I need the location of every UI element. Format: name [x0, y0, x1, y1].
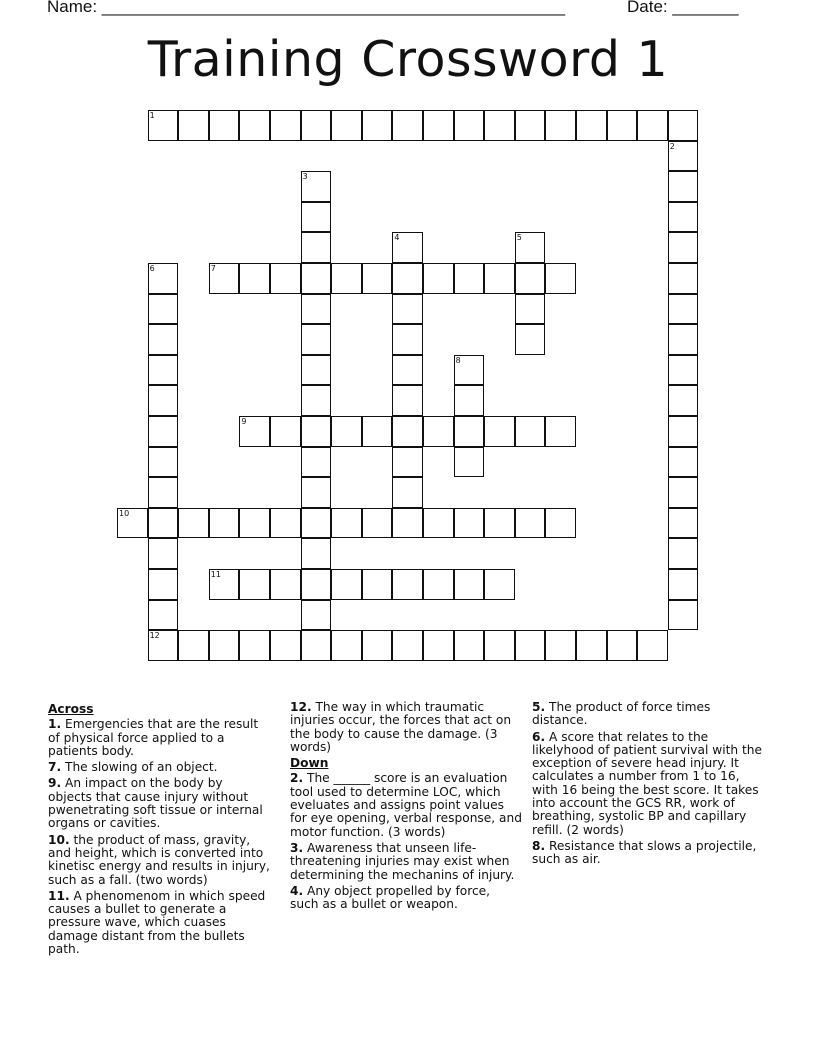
grid-cell[interactable] — [301, 569, 332, 600]
grid-cell[interactable] — [484, 508, 515, 539]
grid-cell[interactable] — [454, 110, 485, 141]
grid-cell[interactable] — [484, 569, 515, 600]
grid-cell[interactable] — [331, 263, 362, 294]
grid-cell[interactable] — [270, 508, 301, 539]
grid-cell[interactable] — [423, 416, 454, 447]
across-heading: Across — [48, 702, 94, 716]
grid-cell[interactable] — [148, 416, 179, 447]
grid-cell[interactable] — [668, 141, 699, 172]
grid-cell[interactable] — [331, 508, 362, 539]
grid-cell[interactable] — [209, 263, 240, 294]
grid-cell[interactable] — [209, 110, 240, 141]
grid-cell[interactable] — [454, 447, 485, 478]
grid-cell[interactable] — [301, 232, 332, 263]
grid-cell[interactable] — [301, 263, 332, 294]
grid-cell[interactable] — [362, 263, 393, 294]
grid-cell[interactable] — [668, 600, 699, 631]
grid-cell[interactable] — [545, 110, 576, 141]
grid-cell[interactable] — [484, 416, 515, 447]
grid-cell[interactable] — [239, 569, 270, 600]
grid-cell[interactable] — [545, 416, 576, 447]
grid-cell[interactable] — [239, 416, 270, 447]
grid-cell[interactable] — [301, 600, 332, 631]
grid-cell[interactable] — [148, 477, 179, 508]
grid-cell[interactable] — [148, 538, 179, 569]
grid-cell[interactable] — [392, 110, 423, 141]
clue-across-1: 1. Emergencies that are the result of physical force applied to a patients body. — [48, 717, 259, 758]
grid-cell[interactable] — [148, 630, 179, 661]
grid-cell[interactable] — [301, 477, 332, 508]
grid-cell[interactable] — [668, 447, 699, 478]
grid-cell[interactable] — [423, 630, 454, 661]
grid-cell[interactable] — [362, 416, 393, 447]
grid-cell[interactable] — [668, 324, 699, 355]
grid-cell[interactable] — [668, 569, 699, 600]
clue-number: 9 — [241, 417, 247, 426]
grid-cell[interactable] — [454, 569, 485, 600]
clue-across-9: 9. An impact on the body by objects that cause injury without pwenetrating soft tissue or internal organs or cavities. — [48, 776, 263, 831]
grid-cell[interactable] — [148, 324, 179, 355]
grid-cell[interactable] — [392, 416, 423, 447]
grid-cell[interactable] — [515, 324, 546, 355]
clue-number: 8 — [455, 355, 461, 365]
clues-column-2 — [290, 701, 522, 914]
grid-cell[interactable] — [178, 110, 209, 141]
grid-cell[interactable] — [392, 355, 423, 386]
grid-cell[interactable] — [392, 447, 423, 478]
grid-cell[interactable] — [668, 508, 699, 539]
clue-across-7: 7. The slowing of an object. — [48, 760, 218, 775]
grid-cell[interactable] — [209, 508, 240, 539]
grid-cell[interactable] — [301, 630, 332, 661]
grid-cell[interactable] — [454, 630, 485, 661]
clue-across-10: 10. the product of mass, gravity, and height, which is converted into kinetisc energy and results in injury, such as a fall. (two words) — [48, 832, 270, 887]
grid-cell[interactable] — [270, 630, 301, 661]
grid-cell[interactable] — [148, 447, 179, 478]
clue-across-11: 11. A phenomenom in which speed causes a bullet to generate a pressure wave, which cuases damage distant from the bullets path. — [48, 888, 266, 957]
grid-cell[interactable] — [392, 294, 423, 325]
grid-cell[interactable] — [148, 263, 179, 294]
clue-number: 10 — [119, 508, 130, 518]
page-title: Training Crossword 1 — [147, 31, 669, 88]
grid-cell[interactable] — [301, 171, 332, 202]
grid-cell[interactable] — [576, 630, 607, 661]
grid-cell[interactable] — [301, 294, 332, 325]
grid-cell[interactable] — [515, 630, 546, 661]
grid-cell[interactable] — [301, 447, 332, 478]
grid-cell[interactable] — [331, 569, 362, 600]
grid-cell[interactable] — [515, 232, 546, 263]
grid-cell[interactable] — [454, 385, 485, 416]
grid-cell[interactable] — [270, 569, 301, 600]
grid-cell[interactable] — [576, 110, 607, 141]
grid-cell[interactable] — [607, 630, 638, 661]
grid-cell[interactable] — [545, 630, 576, 661]
grid-cell[interactable] — [301, 385, 332, 416]
grid-cell[interactable] — [637, 630, 668, 661]
grid-cell[interactable] — [331, 630, 362, 661]
grid-cell[interactable] — [454, 416, 485, 447]
clues-column-1 — [48, 701, 270, 959]
grid-cell[interactable] — [301, 416, 332, 447]
grid-cell[interactable] — [545, 508, 576, 539]
grid-cell[interactable] — [484, 263, 515, 294]
grid-cell[interactable] — [301, 538, 332, 569]
grid-cell[interactable] — [392, 508, 423, 539]
clue-number: 12 — [149, 631, 160, 641]
clue-down-3: 3. Awareness that unseen life-threatening injuries may exist when determining the mechanins of injury. — [290, 840, 515, 882]
clue-number: 4 — [394, 233, 400, 243]
grid-cell[interactable] — [515, 416, 546, 447]
grid-cell[interactable] — [515, 294, 546, 325]
grid-cell[interactable] — [362, 508, 393, 539]
grid-cell[interactable] — [362, 569, 393, 600]
grid-cell[interactable] — [454, 355, 485, 386]
clue-number: 1 — [149, 111, 155, 120]
grid-cell[interactable] — [301, 324, 332, 355]
grid-cell[interactable] — [148, 600, 179, 631]
clue-number: 2 — [669, 141, 675, 151]
grid-cell[interactable] — [331, 110, 362, 141]
grid-cell[interactable] — [148, 385, 179, 416]
grid-cell[interactable] — [637, 110, 668, 141]
grid-cell[interactable] — [209, 630, 240, 661]
grid-cell[interactable] — [484, 110, 515, 141]
clue-number: 5 — [516, 233, 522, 243]
grid-cell[interactable] — [668, 110, 699, 141]
grid-cell[interactable] — [392, 569, 423, 600]
date-field[interactable]: Date: _______ — [627, 0, 739, 16]
grid-cell[interactable] — [668, 477, 699, 508]
grid-cell[interactable] — [178, 630, 209, 661]
clue-across-12: 12. The way in which traumatic injuries occur, the forces that act on the body to cause the damage. (3 words) — [290, 700, 512, 754]
grid-cell[interactable] — [301, 508, 332, 539]
clue-number: 3 — [302, 172, 308, 182]
grid-cell[interactable] — [454, 263, 485, 294]
grid-cell[interactable] — [392, 263, 423, 294]
grid-cell[interactable] — [515, 263, 546, 294]
grid-cell[interactable] — [423, 508, 454, 539]
grid-cell[interactable] — [668, 385, 699, 416]
grid-cell[interactable] — [515, 110, 546, 141]
grid-cell[interactable] — [668, 355, 699, 386]
grid-cell[interactable] — [515, 508, 546, 539]
grid-cell[interactable] — [668, 232, 699, 263]
grid-cell[interactable] — [668, 171, 699, 202]
clues-column-3 — [532, 701, 766, 870]
grid-cell[interactable] — [454, 508, 485, 539]
grid-cell[interactable] — [362, 110, 393, 141]
down-heading: Down — [290, 756, 329, 771]
grid-cell[interactable] — [239, 263, 270, 294]
grid-cell[interactable] — [392, 477, 423, 508]
clue-down-8: 8. Resistance that slows a projectile, such as air. — [532, 838, 757, 867]
grid-cell[interactable] — [117, 508, 148, 539]
grid-cell[interactable] — [270, 263, 301, 294]
grid-cell[interactable] — [423, 110, 454, 141]
grid-cell[interactable] — [392, 324, 423, 355]
clue-down-2: 2. The ______ score is an evaluation tool used to determine LOC, which eveluates and assigns point values for eye opening, verbal response, and motor function. (3 words) — [290, 771, 522, 839]
grid-cell[interactable] — [148, 110, 179, 141]
clue-number: 7 — [210, 264, 216, 273]
grid-cell[interactable] — [545, 263, 576, 294]
grid-cell[interactable] — [392, 630, 423, 661]
grid-cell[interactable] — [362, 630, 393, 661]
grid-cell[interactable] — [668, 202, 699, 233]
grid-cell[interactable] — [668, 294, 699, 325]
grid-cell[interactable] — [423, 569, 454, 600]
clue-down-5: 5. The product of force times distance. — [532, 700, 711, 728]
clue-number: 6 — [149, 264, 155, 273]
name-field[interactable]: Name: _________________________________________________ — [47, 0, 566, 16]
clue-number: 11 — [210, 570, 221, 579]
grid-cell[interactable] — [178, 508, 209, 539]
clue-down-4: 4. Any object propelled by force, such as a bullet or weapon. — [290, 883, 491, 912]
grid-cell[interactable] — [270, 110, 301, 141]
grid-cell[interactable] — [209, 569, 240, 600]
grid-cell[interactable] — [484, 630, 515, 661]
grid-cell[interactable] — [392, 232, 423, 263]
grid-cell[interactable] — [148, 508, 179, 539]
grid-cell[interactable] — [301, 202, 332, 233]
clue-down-6: 6. A score that relates to the likelyhood of patient survival with the exception of severe head injury. It calculates a number from 1 to 16, with 16 being the best score. It takes into account the GCS RR, work of breathing, systolic BP and capillary refill. (2 words) — [532, 729, 762, 837]
grid-cell[interactable] — [239, 630, 270, 661]
grid-cell[interactable] — [392, 385, 423, 416]
grid-cell[interactable] — [148, 569, 179, 600]
grid-cell[interactable] — [607, 110, 638, 141]
grid-cell[interactable] — [270, 416, 301, 447]
grid-cell[interactable] — [301, 355, 332, 386]
grid-cell[interactable] — [148, 294, 179, 325]
grid-cell[interactable] — [668, 416, 699, 447]
grid-cell[interactable] — [423, 263, 454, 294]
grid-cell[interactable] — [668, 263, 699, 294]
grid-cell[interactable] — [301, 110, 332, 141]
grid-cell[interactable] — [239, 508, 270, 539]
grid-cell[interactable] — [148, 355, 179, 386]
grid-cell[interactable] — [239, 110, 270, 141]
grid-cell[interactable] — [668, 538, 699, 569]
grid-cell[interactable] — [331, 416, 362, 447]
